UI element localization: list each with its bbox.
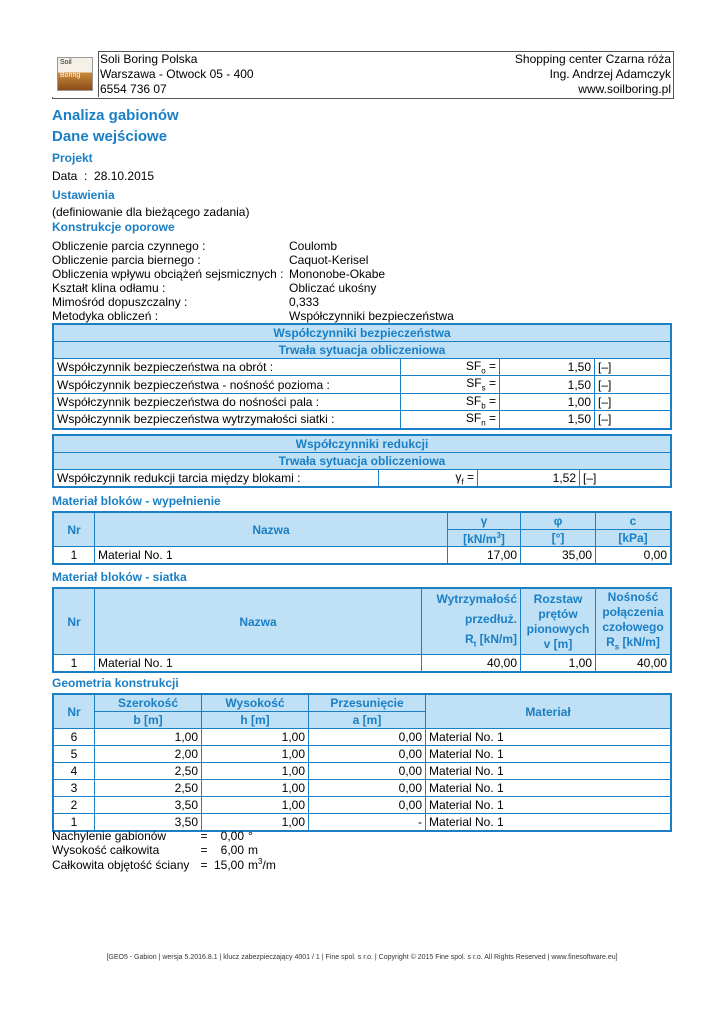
col-h: Wysokość (202, 694, 309, 712)
settings-row (52, 267, 454, 281)
col-nr: Nr (53, 588, 95, 655)
col-name: Nazwa (95, 512, 448, 547)
cell-nr: 1 (53, 655, 95, 673)
summary-value: 6,00 (220, 843, 245, 857)
settings-value: 0,333 (289, 295, 320, 309)
col-b-unit: b [m] (95, 712, 202, 729)
table-row: 3 2,50 1,00 0,00 Material No. 1 (53, 780, 671, 797)
settings-label: Obliczenie parcia biernego : (52, 253, 201, 267)
row-symbol: $SF_n$ = (401, 411, 500, 429)
summary-label: Całkowita objętość ściany (52, 857, 190, 872)
project-name: Shopping center Czarna róża (514, 52, 671, 66)
col-rs: Nośność połączenia czołowego $R_s$ [kN/m] (596, 588, 672, 655)
summary-eq: = (200, 857, 208, 872)
summary-eq: = (200, 843, 208, 857)
col-name: Nazwa (95, 588, 422, 655)
page-subtitle: Dane wejściowe (52, 128, 168, 145)
row-label: Współczynnik bezpieczeństwa do nośności pala : (53, 393, 401, 410)
table-row (53, 411, 671, 429)
geometry-summary (52, 829, 276, 872)
geometry-heading: Geometria konstrukcji (52, 676, 179, 690)
safety-title: Współczynniki bezpieczeństwa (53, 324, 671, 342)
date-value: 28.10.2015 (94, 169, 155, 183)
settings-row (52, 253, 454, 267)
fill-heading: Materiał bloków - wypełnienie (52, 494, 221, 508)
row-unit: [–] (595, 411, 672, 429)
settings-label: Metodyka obliczeń : (52, 309, 159, 323)
page-title: Analiza gabionów (52, 107, 179, 124)
row-value: 1,50 (500, 359, 595, 376)
summary-row (52, 857, 276, 872)
col-phi-unit: [°] (521, 530, 596, 547)
company-info (100, 52, 254, 97)
col-phi: φ (521, 512, 596, 530)
mesh-material-table (52, 587, 672, 673)
row-symbol: $\gamma_f$ = (379, 470, 478, 488)
table-row (53, 393, 671, 410)
settings-value: Obliczać ukośny (289, 281, 377, 295)
website-link[interactable]: www.soilboring.pl (578, 82, 671, 96)
summary-value: 0,00 (220, 829, 245, 843)
settings-value: Mononobe-Okabe (289, 267, 386, 281)
fill-material-table (52, 511, 672, 565)
company-address: Warszawa - Otwock 05 - 400 (100, 67, 254, 81)
col-h-unit: h [m] (202, 712, 309, 729)
project-info (515, 52, 671, 97)
settings-row (52, 295, 454, 309)
row-value: 1,52 (478, 470, 580, 488)
reduction-title: Współczynniki redukcji (53, 435, 671, 453)
col-c-unit: [kPa] (596, 530, 672, 547)
table-row: 5 2,00 1,00 0,00 Material No. 1 (53, 746, 671, 763)
settings-list (52, 239, 454, 323)
settings-value: Caquot-Kerisel (289, 253, 369, 267)
summary-unit: ° (248, 829, 253, 843)
settings-row (52, 309, 454, 323)
row-symbol: $SF_b$ = (401, 393, 500, 410)
row-unit: [–] (595, 376, 672, 393)
summary-value: 15,00 (214, 857, 245, 872)
settings-value: Współczynniki bezpieczeństwa (289, 309, 454, 323)
col-material: Materiał (426, 694, 672, 729)
table-row: 1 3,50 1,00 - Material No. 1 (53, 814, 671, 832)
table-row (53, 655, 671, 673)
cell-name: Material No. 1 (95, 655, 422, 673)
project-heading: Projekt (52, 151, 93, 165)
cell-c: 0,00 (596, 547, 672, 565)
company-logo (52, 51, 99, 97)
settings-note: (definiowanie dla bieżącego zadania) (52, 205, 250, 219)
cell-gamma: 17,00 (448, 547, 521, 565)
col-gamma-unit: $[kN/m^3]$ (448, 530, 521, 547)
settings-row (52, 239, 454, 253)
col-a-unit: a [m] (309, 712, 426, 729)
table-row (53, 359, 671, 376)
company-phone: 6554 736 07 (100, 82, 167, 96)
row-value: 1,50 (500, 411, 595, 429)
summary-label: Nachylenie gabionów (52, 829, 167, 843)
cell-nr: 1 (53, 547, 95, 565)
cell-v: 1,00 (521, 655, 596, 673)
company-name: Soli Boring Polska (100, 52, 198, 66)
reduction-situation: Trwała sytuacja obliczeniowa (53, 453, 671, 470)
safety-factors-table (52, 323, 672, 430)
settings-row (52, 281, 454, 295)
table-row (53, 547, 671, 565)
settings-label: Kształt klina odłamu : (52, 281, 166, 295)
col-v: Rozstaw prętów pionowych v [m] (521, 588, 596, 655)
settings-label: Obliczenia wpływu obciążeń sejsmicznych : (52, 267, 284, 281)
row-symbol: $SF_o$ = (401, 359, 500, 376)
settings-heading: Ustawienia (52, 188, 115, 202)
cell-name: Material No. 1 (95, 547, 448, 565)
row-value: 1,00 (500, 393, 595, 410)
safety-situation: Trwała sytuacja obliczeniowa (53, 342, 671, 359)
summary-label: Wysokość całkowita (52, 843, 160, 857)
row-label: Współczynnik bezpieczeństwa na obrót : (53, 359, 401, 376)
reduction-factors-table (52, 434, 672, 488)
table-row: 6 1,00 1,00 0,00 Material No. 1 (53, 729, 671, 746)
logo-text-bottom: Boring (60, 72, 81, 79)
mesh-heading: Materiał bloków - siatka (52, 570, 187, 584)
col-b: Szerokość (95, 694, 202, 712)
row-value: 1,50 (500, 376, 595, 393)
page-footer: [GEO5 - Gabion | wersja 5.2016.8.1 | klucz zabezpieczający 4001 / 1 | Fine spol. s r.o. | Copyright © 2015 Fine spol. s r.o. All Rights Reserved | www.finesoftware.eu] (106, 954, 618, 961)
row-unit: [–] (595, 393, 672, 410)
col-c: c (596, 512, 672, 530)
date-separator: : (84, 169, 88, 183)
row-label: Współczynnik bezpieczeństwa - nośność pozioma : (53, 376, 401, 393)
settings-label: Mimośród dopuszczalny : (52, 295, 188, 309)
summary-unit: $m^3/m$ (248, 857, 276, 872)
settings-label: Obliczenie parcia czynnego : (52, 239, 206, 253)
row-label: Współczynnik bezpieczeństwa wytrzymałości siatki : (53, 411, 401, 429)
row-unit: [–] (595, 359, 672, 376)
project-date (52, 170, 154, 182)
date-label: Data (52, 169, 78, 183)
cell-phi: 35,00 (521, 547, 596, 565)
settings-value: Coulomb (289, 239, 338, 253)
table-row (53, 470, 671, 488)
summary-row (52, 829, 276, 843)
row-symbol: $SF_s$ = (401, 376, 500, 393)
col-nr: Nr (53, 512, 95, 547)
col-gamma: γ (448, 512, 521, 530)
row-unit: [–] (580, 470, 672, 488)
summary-row (52, 843, 276, 857)
engineer-name: Ing. Andrzej Adamczyk (549, 67, 671, 81)
geometry-table (52, 693, 672, 832)
retaining-heading: Konstrukcje oporowe (52, 220, 175, 234)
col-a: Przesunięcie (309, 694, 426, 712)
summary-eq: = (200, 829, 208, 843)
cell-rs: 40,00 (596, 655, 672, 673)
col-nr: Nr (53, 694, 95, 729)
table-row (53, 376, 671, 393)
col-rt: Wytrzymałość przedłuż. $R_t$ [kN/m] (422, 588, 521, 655)
table-row: 4 2,50 1,00 0,00 Material No. 1 (53, 763, 671, 780)
summary-unit: m (248, 843, 259, 857)
table-row: 2 3,50 1,00 0,00 Material No. 1 (53, 797, 671, 814)
cell-rt: 40,00 (422, 655, 521, 673)
row-label: Współczynnik redukcji tarcia między blokami : (53, 470, 379, 488)
logo-text-top: Soil (60, 59, 72, 66)
